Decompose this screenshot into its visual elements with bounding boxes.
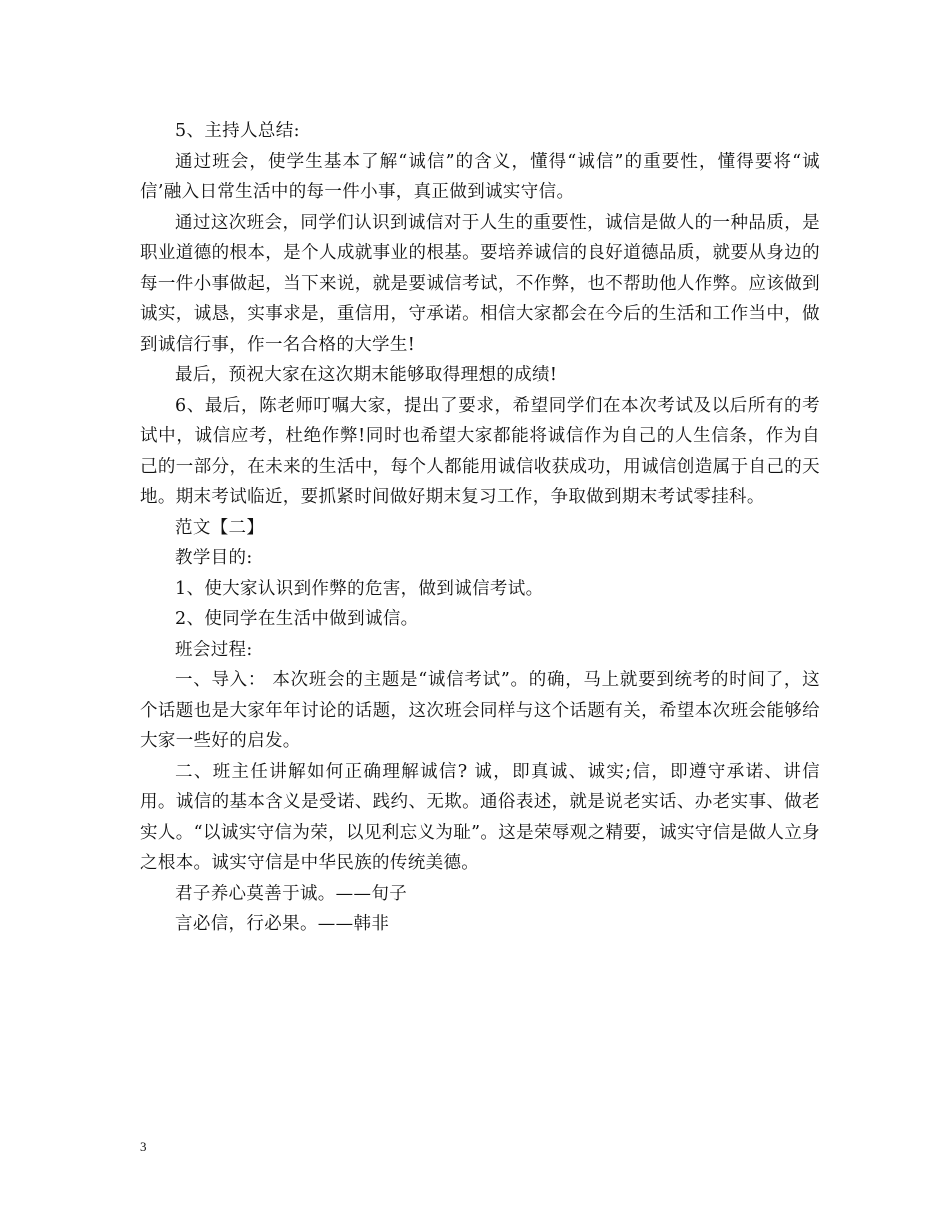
quote-line: 君子养心莫善于诚。——旬子 (175, 883, 408, 904)
paragraph-summary-2: 通过这次班会，同学们认识到诚信对于人生的重要性，诚信是做人的一种品质，是职业道德的根本，是个人成就事业的根基。要培养诚信的良好道德品质，就要从身边的每一件小事做起，当下来说，就是要诚信考试，不作弊，也不帮助他人作弊。应该做到诚实，诚恳，实事求是，重信用，守承诺。相信大家都会在今后的生活和工作当中，做到诚信行事，作一名合格的大学生! (140, 212, 820, 355)
document-body (140, 116, 820, 940)
teaching-goal-item: 1、使大家认识到作弊的危害，做到诚信考试。 (175, 578, 544, 599)
paragraph-wishes: 最后，预祝大家在这次期末能够取得理想的成绩! (175, 365, 558, 385)
paragraph-teacher-remarks: 6、最后，陈老师叮嘱大家，提出了要求，希望同学们在本次考试及以后所有的考试中，诚信应考，杜绝作弊!同时也希望大家都能将诚信作为自己的人生信条，作为自己的一部分，在未来的生活中，每个人都能用诚信收获成功，用诚信创造属于自己的天地。期末考试临近，要抓紧时间做好期末复习工作，争取做到期末考试零挂科。 (140, 395, 820, 507)
quote-line: 言必信，行必果。——韩非 (175, 914, 390, 934)
paragraph-host-summary-heading: 5、主持人总结: (175, 121, 300, 141)
teaching-goal-item: 2、使同学在生活中做到诚信。 (175, 609, 419, 629)
section-heading-sample-two: 范文【二】 (175, 517, 265, 538)
class-process-heading: 班会过程: (175, 639, 253, 660)
paragraph-introduction: 一、导入： 本次班会的主题是“诚信考试”。的确，马上就要到统考的时间了，这个话题也是大家年年讨论的话题，这次班会同样与这个话题有关，希望本次班会能够给大家一些好的启发。 (140, 670, 820, 751)
paragraph-teacher-explanation: 二、班主任讲解如何正确理解诚信? 诚，即真诚、诚实;信，即遵守承诺、讲信用。诚信的基本含义是受诺、践约、无欺。通俗表述，就是说老实话、办老实事、做老实人。“以诚实守信为荣，以见利忘义为耻”。这是荣辱观之精要，诚实守信是做人立身之根本。诚实守信是中华民族的传统美德。 (140, 761, 820, 873)
page-number: 3 (140, 1139, 147, 1154)
paragraph-summary-1: 通过班会，使学生基本了解“诚信”的含义，懂得“诚信”的重要性，懂得要将“诚信’融入日常生活中的每一件小事，真正做到诚实守信。 (140, 151, 820, 202)
teaching-goals-heading: 教学目的: (175, 548, 253, 568)
